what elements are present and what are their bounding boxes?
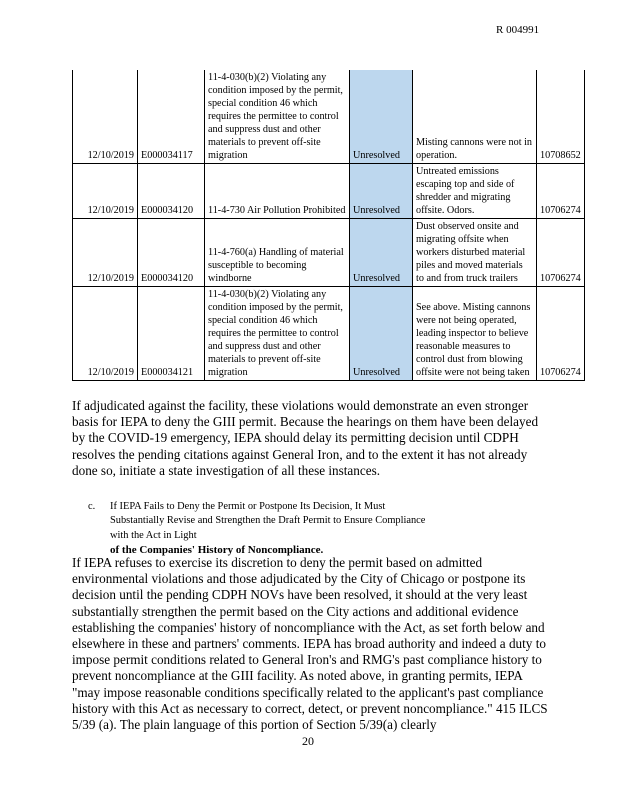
cell-description: Untreated emissions escaping top and side of shredder and migrating offsite. Odors. bbox=[413, 164, 537, 219]
cell-id: E000034120 bbox=[138, 164, 205, 219]
cell-number: 10706274 bbox=[537, 287, 585, 381]
table-row bbox=[73, 219, 585, 287]
cell-description: See above. Misting cannons were not being operated, leading inspector to believe reasonable measures to control dust from blowing offsite were not being taken bbox=[413, 287, 537, 381]
cell-id: E000034121 bbox=[138, 287, 205, 381]
paragraph-2: If IEPA refuses to exercise its discretion to deny the permit based on admitted environmental violations and those adjudicated by the City of Chicago or postpone its decision until the pending CDPH NOVs have been resolved, it should at the very least substantially strengthen the permit based on the City actions and additional evidence establishing the companies' history of noncompliance with the Act, as set forth below and elsewhere in these and partners' comments. IEPA has broad authority and indeed a duty to impose permit conditions related to General Iron's and RMG's past compliance history to prevent noncompliance at the GIII facility. As noted above, in granting permits, IEPA "may impose reasonable conditions specifically related to the applicant's past compliance history with this Act as necessary to correct, detect, or prevent noncompliance." 415 ILCS 5/39 (a). The plain language of this portion of Section 5/39(a) clearly bbox=[72, 555, 548, 733]
cell-number: 10708652 bbox=[537, 70, 585, 164]
cell-description: Misting cannons were not in operation. bbox=[413, 70, 537, 164]
table-row bbox=[73, 70, 585, 164]
table-row bbox=[73, 164, 585, 219]
section-heading bbox=[88, 500, 440, 558]
cell-id: E000034120 bbox=[138, 219, 205, 287]
cell-date: 12/10/2019 bbox=[73, 70, 138, 164]
cell-status: Unresolved bbox=[350, 219, 413, 287]
cell-date: 12/10/2019 bbox=[73, 287, 138, 381]
cell-violation: 11-4-730 Air Pollution Prohibited bbox=[205, 164, 350, 219]
heading-bold-text: of the Companies' History of Noncompliance. bbox=[110, 543, 324, 556]
table-row bbox=[73, 287, 585, 381]
cell-number: 10706274 bbox=[537, 164, 585, 219]
cell-status: Unresolved bbox=[350, 164, 413, 219]
bates-number: R 004991 bbox=[496, 24, 540, 36]
cell-violation: 11-4-030(b)(2) Violating any condition imposed by the permit, special condition 46 which requires the permittee to control and suppress dust and other materials to prevent off-site migration bbox=[205, 70, 350, 164]
page-number: 20 bbox=[302, 734, 314, 748]
heading-text: If IEPA Fails to Deny the Permit or Postpone Its Decision, It Must Substantially Revise and Strengthen the Draft Permit to Ensure Compliance with the Act in Light bbox=[110, 501, 426, 541]
cell-status: Unresolved bbox=[350, 287, 413, 381]
cell-violation: 11-4-760(a) Handling of material susceptible to becoming windborne bbox=[205, 219, 350, 287]
cell-violation: 11-4-030(b)(2) Violating any condition imposed by the permit, special condition 46 which requires the permittee to control and suppress dust and other materials to prevent off-site migration bbox=[205, 287, 350, 381]
cell-description: Dust observed onsite and migrating offsite when workers disturbed material piles and moved materials to and from truck trailers bbox=[413, 219, 537, 287]
heading-letter: c. bbox=[88, 501, 96, 512]
paragraph-1: If adjudicated against the facility, these violations would demonstrate an even stronger basis for IEPA to deny the GIII permit. Because the hearings on them have been delayed by the COVID-19 emergency, IEPA should delay its permitting decision until CDPH resolves the pending citations against General Iron, and to the extent it has not already done so, initiate a state investigation of all these instances. bbox=[72, 398, 539, 478]
cell-date: 12/10/2019 bbox=[73, 164, 138, 219]
cell-status: Unresolved bbox=[350, 70, 413, 164]
violations-table bbox=[72, 70, 585, 381]
cell-number: 10706274 bbox=[537, 219, 585, 287]
cell-id: E000034117 bbox=[138, 70, 205, 164]
cell-date: 12/10/2019 bbox=[73, 219, 138, 287]
